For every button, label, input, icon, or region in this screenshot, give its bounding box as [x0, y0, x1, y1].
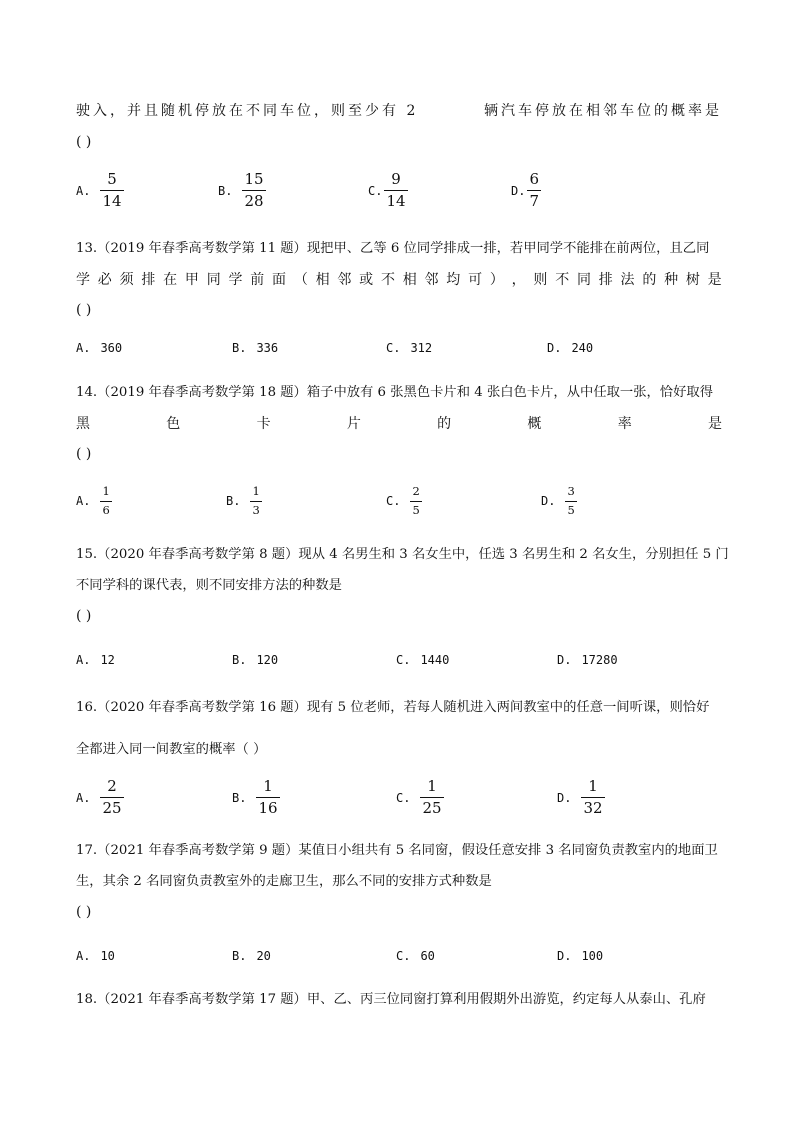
option-letter: B. — [232, 653, 247, 667]
q12-option-a — [76, 172, 124, 209]
q16-option-a — [76, 779, 124, 816]
numerator: 1 — [263, 777, 273, 795]
q18-text-line-1: 18.（2021 年春季高考数学第 17 题）甲、乙、丙三位同窗打算利用假期外出游览，约定每人从泰山、孔府 — [76, 992, 706, 1007]
numerator: 5 — [107, 170, 117, 188]
denominator: 5 — [567, 502, 575, 517]
option-letter: B. — [232, 341, 247, 355]
fraction — [384, 172, 407, 209]
q12-options — [76, 172, 736, 216]
q13-option-b — [232, 341, 278, 355]
spaced-character: 法 — [620, 272, 635, 288]
spaced-character: 同 — [576, 272, 591, 288]
option-letter: D. — [541, 494, 556, 508]
spaced-character: 在 — [163, 272, 178, 288]
q13-option-c — [386, 341, 432, 355]
spaced-character: 种 — [664, 272, 679, 288]
spaced-character: 邻 — [424, 272, 439, 288]
q17-option-a — [76, 949, 115, 963]
q13-answer-paren: ( ) — [76, 302, 92, 318]
option-letter: B. — [232, 949, 247, 963]
q14-answer-paren: ( ) — [76, 446, 92, 462]
spaced-character: 的 — [642, 272, 657, 288]
option-value: 336 — [256, 341, 279, 355]
q16-options — [76, 779, 736, 823]
spaced-character: 邻 — [337, 272, 352, 288]
q15-option-a — [76, 653, 115, 667]
spaced-character: 均 — [446, 272, 461, 288]
q13-option-d — [547, 341, 593, 355]
option-value: 12 — [100, 653, 115, 667]
option-letter: D. — [511, 183, 526, 198]
spaced-character: 学 — [228, 272, 243, 288]
numerator: 1 — [427, 777, 437, 795]
q14-text-line-1: 14.（2019 年春季高考数学第 18 题）箱子中放有 6 张黑色卡片和 4 张白色卡片，从中任取一张，恰好取得 — [76, 385, 713, 400]
numerator: 2 — [107, 777, 117, 795]
numerator: 3 — [567, 484, 575, 498]
denominator: 25 — [422, 799, 442, 817]
spaced-character: 率 — [617, 416, 632, 432]
spaced-character: 色 — [166, 416, 181, 432]
option-letter: A. — [76, 494, 91, 508]
spaced-character: 面 — [272, 272, 287, 288]
q17-option-c — [396, 949, 435, 963]
spaced-character: 黑 — [76, 416, 90, 432]
option-letter: A. — [76, 183, 91, 198]
option-letter: C. — [396, 653, 411, 667]
spaced-character: 排 — [141, 272, 156, 288]
option-value: 100 — [581, 949, 604, 963]
q17-options — [76, 949, 736, 967]
spaced-character: 甲 — [184, 272, 199, 288]
fraction — [410, 486, 421, 516]
denominator: 16 — [258, 799, 278, 817]
denominator: 14 — [386, 192, 406, 210]
option-letter: C. — [396, 790, 411, 805]
q15-option-b — [232, 653, 278, 667]
option-letter: D. — [557, 653, 572, 667]
option-letter: A. — [76, 949, 91, 963]
spaced-character: 的 — [437, 416, 452, 432]
q15-text-line-2: 不同学科的课代表，则不同安排方法的种数是 — [76, 578, 342, 593]
spaced-character: 可 — [468, 272, 483, 288]
spaced-character: 学 — [76, 272, 90, 288]
q16-option-c — [396, 779, 444, 816]
q13-text-line-1: 13.（2019 年春季高考数学第 11 题）现把甲、乙等 6 位同学排成一排，若甲同学不能排在前两位，且乙同 — [76, 241, 710, 256]
option-letter: D. — [557, 949, 572, 963]
spaced-character: 须 — [119, 272, 134, 288]
q16-text-line-2: 全都进入同一间教室的概率（ ） — [76, 742, 267, 757]
fraction — [100, 486, 111, 516]
spaced-character: 卡 — [256, 416, 271, 432]
option-letter: A. — [76, 790, 91, 805]
spaced-character: 相 — [315, 272, 330, 288]
spaced-character: （ — [293, 272, 308, 288]
denominator: 6 — [102, 502, 110, 517]
spaced-character: 相 — [402, 272, 417, 288]
fraction — [565, 486, 576, 516]
q14-option-d — [541, 486, 577, 516]
option-value: 240 — [571, 341, 594, 355]
spaced-character: 不 — [555, 272, 570, 288]
option-value: 60 — [420, 949, 435, 963]
q17-option-d — [557, 949, 603, 963]
fraction — [420, 779, 443, 816]
option-value: 10 — [100, 949, 115, 963]
spaced-character: 是 — [707, 272, 722, 288]
fraction — [100, 172, 123, 209]
option-value: 120 — [256, 653, 279, 667]
option-value: 360 — [100, 341, 123, 355]
denominator: 3 — [252, 502, 260, 517]
q16-option-d — [557, 779, 605, 816]
fraction — [581, 779, 604, 816]
numerator: 6 — [529, 170, 539, 188]
spaced-character: 不 — [380, 272, 395, 288]
option-letter: D. — [557, 790, 572, 805]
option-value: 20 — [256, 949, 271, 963]
spaced-character: 必 — [97, 272, 112, 288]
spaced-character: ， — [511, 272, 526, 288]
q14-option-b — [226, 486, 262, 516]
q17-option-b — [232, 949, 271, 963]
option-letter: D. — [547, 341, 562, 355]
numerator: 1 — [102, 484, 110, 498]
option-value: 17280 — [581, 653, 618, 667]
spaced-character: 概 — [527, 416, 542, 432]
q12-option-b — [218, 172, 266, 209]
numerator: 15 — [244, 170, 264, 188]
fraction — [256, 779, 279, 816]
option-letter: C. — [368, 183, 383, 198]
q17-text-line-1: 17.（2021 年春季高考数学第 9 题）某值日小组共有 5 名同窗，假设任意安排 3 名同窗负责教室内的地面卫 — [76, 843, 718, 858]
spaced-character: 前 — [250, 272, 265, 288]
option-letter: C. — [386, 494, 401, 508]
fraction — [242, 172, 265, 209]
numerator: 1 — [588, 777, 598, 795]
option-letter: C. — [396, 949, 411, 963]
q13-options — [76, 341, 736, 359]
q13-text-line-2 — [76, 270, 722, 290]
q15-answer-paren: ( ) — [76, 608, 92, 624]
option-letter: A. — [76, 653, 91, 667]
q12-option-c — [368, 172, 408, 209]
denominator: 5 — [412, 502, 420, 517]
q17-answer-paren: ( ) — [76, 904, 92, 920]
option-value: 312 — [410, 341, 433, 355]
q12-answer-paren: ( ) — [76, 134, 92, 150]
denominator: 25 — [102, 799, 122, 817]
numerator: 1 — [252, 484, 260, 498]
denominator: 28 — [244, 192, 264, 210]
q12-text-right: 辆汽车停放在相邻车位的概率是 — [484, 103, 722, 119]
denominator: 32 — [583, 799, 603, 817]
spaced-character: 或 — [359, 272, 374, 288]
spaced-character: 片 — [346, 416, 361, 432]
spaced-character: ） — [489, 272, 504, 288]
q16-text-line-1: 16.（2020 年春季高考数学第 16 题）现有 5 位老师，若每人随机进入两间教室中的任意一间听课，则恰好 — [76, 700, 710, 715]
option-letter: B. — [232, 790, 247, 805]
q12-option-d — [511, 172, 541, 209]
fraction — [100, 779, 123, 816]
q12-text-left: 驶入，并且随机停放在不同车位，则至少有 2 — [76, 103, 419, 119]
fraction — [527, 172, 541, 209]
option-letter: A. — [76, 341, 91, 355]
spaced-character: 是 — [707, 416, 722, 432]
option-letter: B. — [218, 183, 233, 198]
q12-text-line-1 — [76, 101, 722, 121]
spaced-character: 同 — [206, 272, 221, 288]
q13-option-a — [76, 341, 122, 355]
denominator: 14 — [102, 192, 122, 210]
q15-option-c — [396, 653, 449, 667]
denominator: 7 — [529, 192, 539, 210]
q14-option-a — [76, 486, 112, 516]
numerator: 9 — [391, 170, 401, 188]
option-value: 1440 — [420, 653, 450, 667]
q15-text-line-1: 15.（2020 年春季高考数学第 8 题）现从 4 名男生和 3 名女生中，任选 3 名男生和 2 名女生，分别担任 5 门 — [76, 547, 729, 562]
option-letter: B. — [226, 494, 241, 508]
spaced-character: 则 — [533, 272, 548, 288]
q17-text-line-2: 生，其余 2 名同窗负责教室外的走廊卫生，那么不同的安排方式种数是 — [76, 874, 492, 889]
option-letter: C. — [386, 341, 401, 355]
q16-option-b — [232, 779, 280, 816]
q15-option-d — [557, 653, 618, 667]
fraction — [250, 486, 261, 516]
spaced-character: 排 — [598, 272, 613, 288]
q14-text-line-2 — [76, 414, 722, 434]
numerator: 2 — [412, 484, 420, 498]
q14-option-c — [386, 486, 422, 516]
spaced-character: 树 — [685, 272, 700, 288]
q14-options — [76, 486, 736, 526]
q15-options — [76, 653, 736, 671]
